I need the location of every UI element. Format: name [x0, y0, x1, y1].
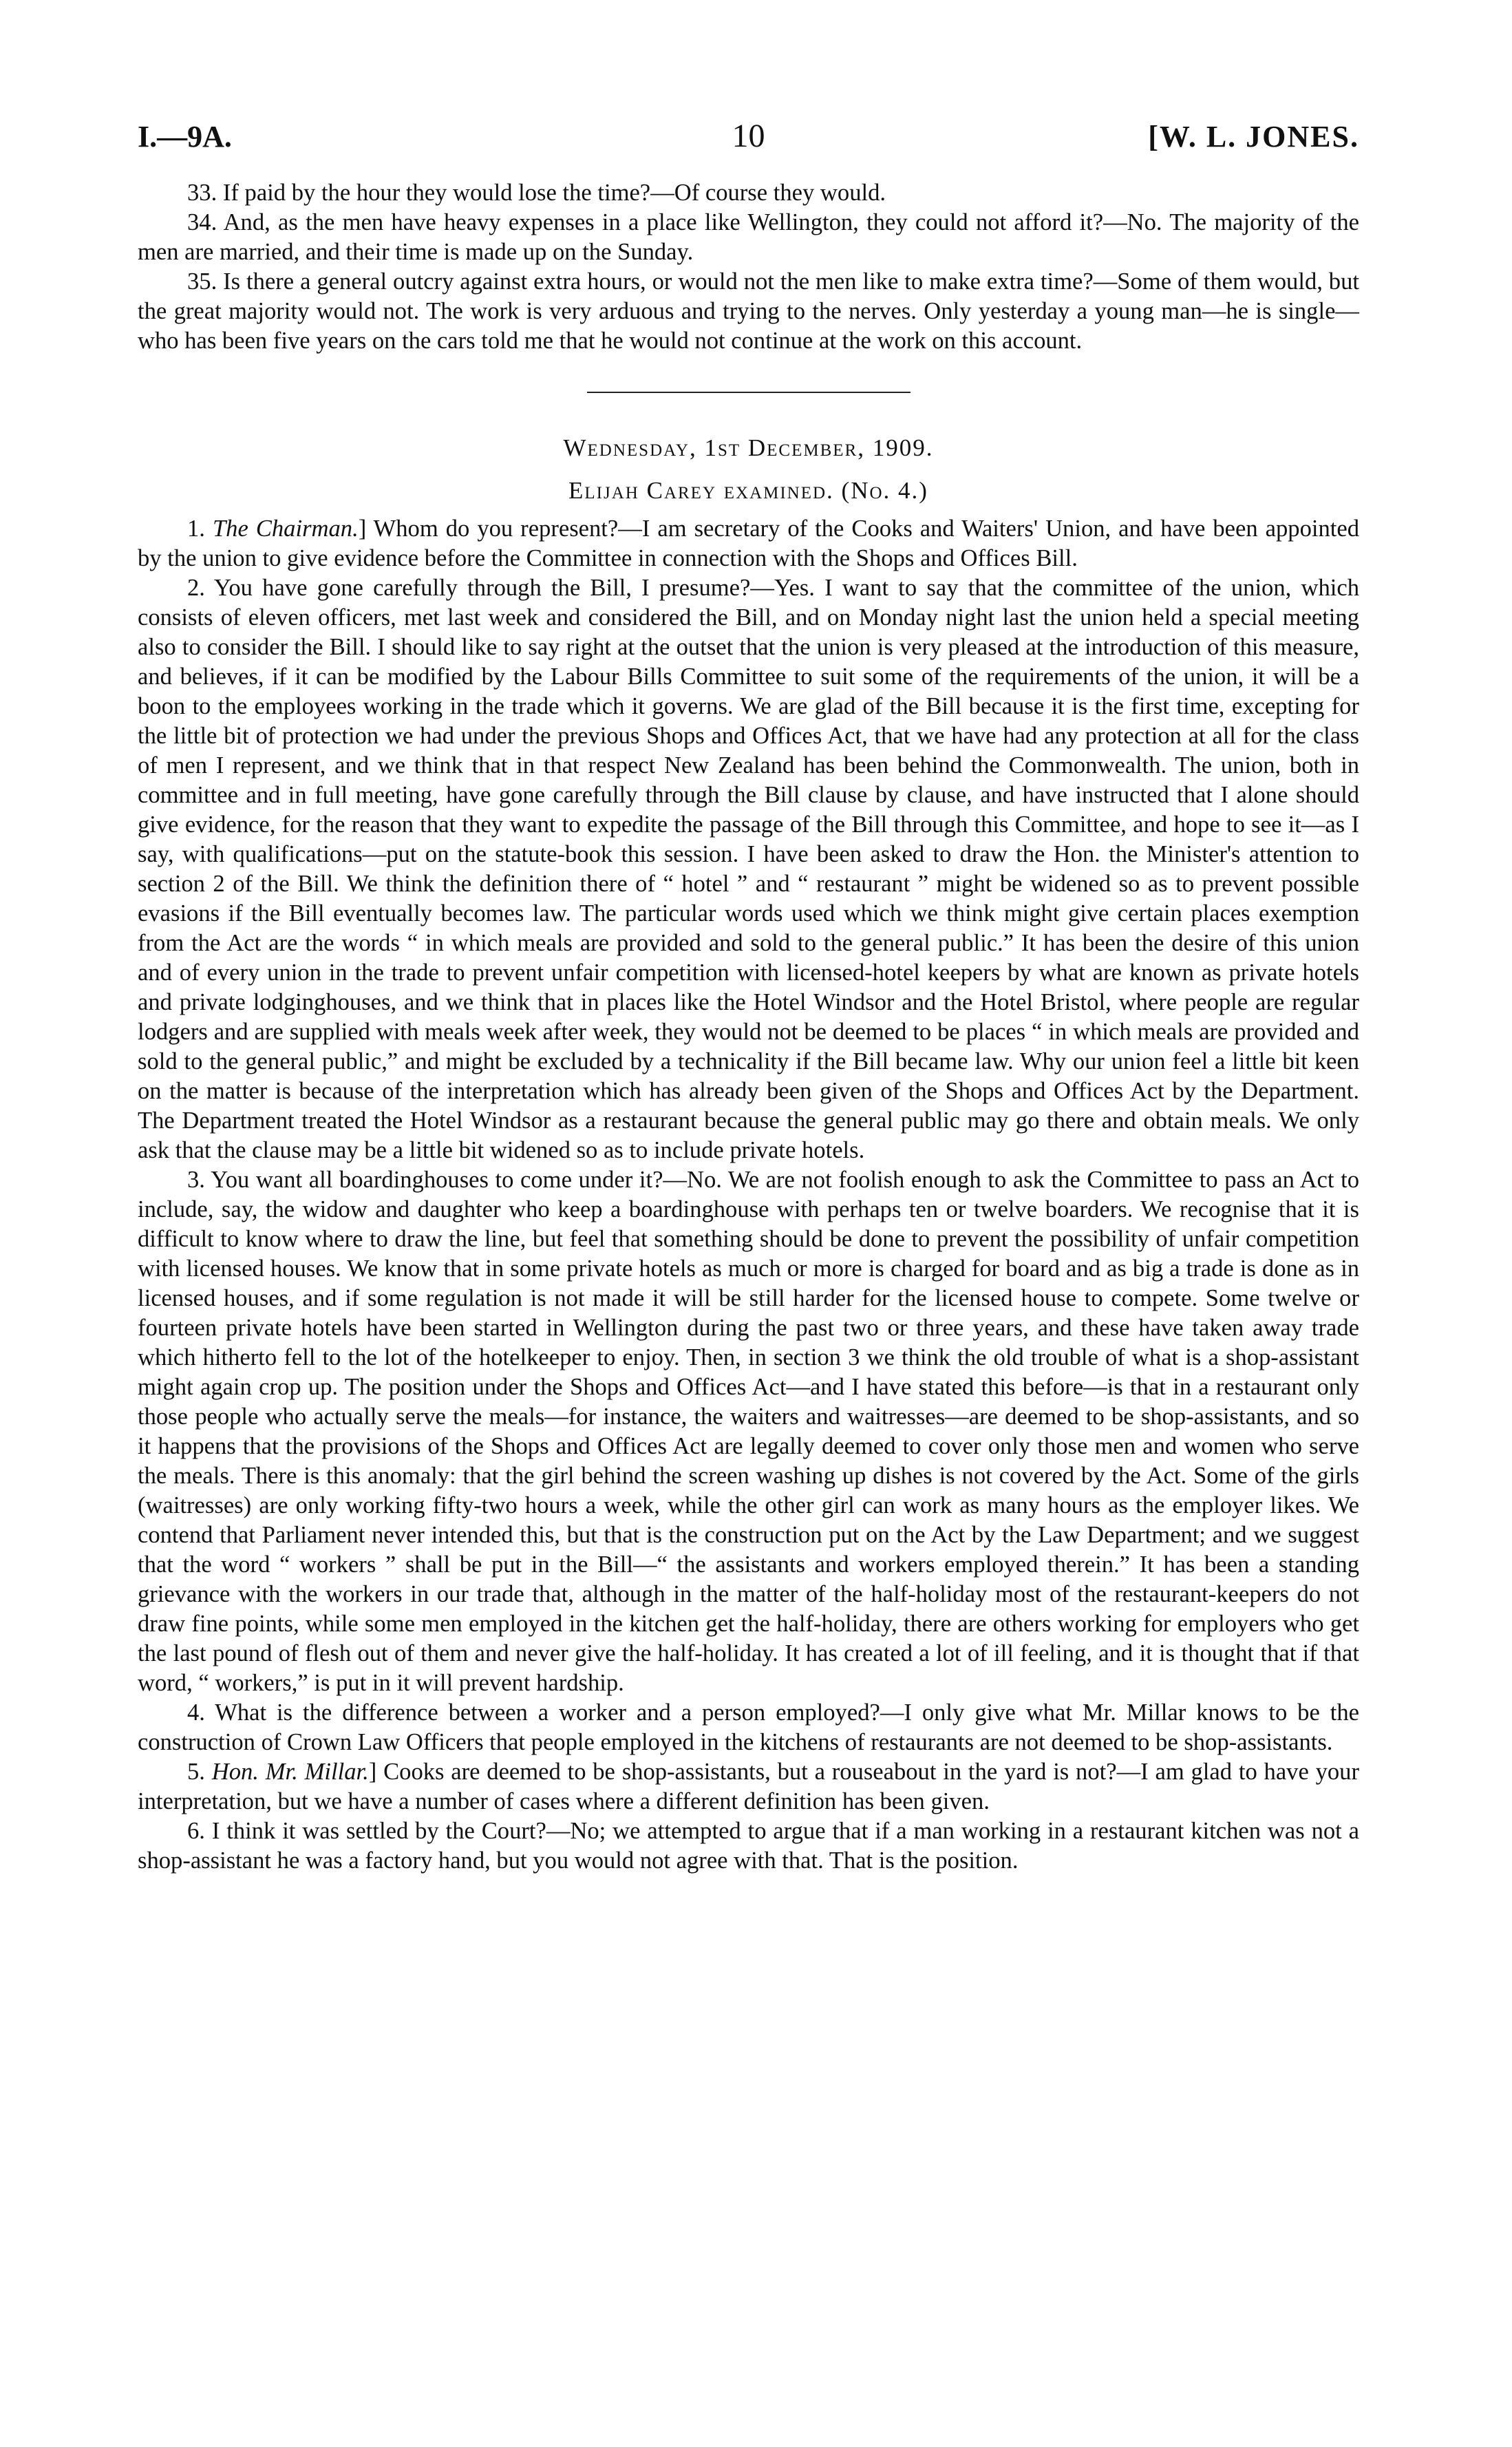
paragraph-q5 — [138, 1757, 1359, 1816]
speaker-name: The Chairman. — [212, 516, 359, 542]
witness-heading: Elijah Carey examined. (No. 4.) — [568, 477, 928, 504]
question-text: ] Cooks are deemed to be shop-assistants, but a rouseabout in the yard is not?—I am glad to have your interpretation, but we have a number of cases where a different definition has been given. — [138, 1759, 1359, 1814]
page-number: 10 — [732, 118, 765, 154]
witness-running-head: [W. L. JONES. — [1148, 120, 1359, 153]
paragraph-q3: 3. You want all boardinghouses to come under it?—No. We are not foolish enough to ask the Committee to pass an Act to include, say, the widow and daughter who keep a boardinghouse with perhaps ten or twelve boarders. We recognise that it is difficult to know where to draw the line, but feel that something should be done to prevent the possibility of unfair competition with licensed houses. We know that in some private hotels as much or more is charged for board and as big a trade is done as in licensed houses, and if some regulation is not made it will be still harder for the licensed house to compete. Some twelve or fourteen private hotels have been started in Wellington during the past two or three years, and these have taken away trade which hitherto fell to the lot of the hotelkeeper to enjoy. Then, in section 3 we think the old trouble of what is a shop-assistant might again crop up. The position under the Shops and Offices Act—and I have stated this before—is that in a restaurant only those people who actually serve the meals—for instance, the waiters and waitresses—are deemed to be shop-assistants, and so it happens that the provisions of the Shops and Offices Act are legally deemed to cover only those men and women who serve the meals. There is this anomaly: that the girl behind the screen washing up dishes is not covered by the Act. Some of the girls (waitresses) are only working fifty-two hours a week, while the other girl can work as many hours as the employer likes. We contend that Parliament never intended this, but that is the construction put on the Act by the Law Department; and we suggest that the word “ workers ” shall be put in the Bill—“ the assistants and workers employed therein.” It has been a standing grievance with the workers in our trade that, although in the matter of the half-holiday most of the restaurant-keepers do not draw fine points, while some men employed in the kitchen get the half-holiday, there are others working for employers who get the last pound of flesh out of them and never give the half-holiday. It has created a lot of ill feeling, and it is thought that if that word, “ workers,” is put in it will prevent hardship. — [138, 1167, 1359, 1696]
paragraph-q2: 2. You have gone carefully through the Bill, I presume?—Yes. I want to say that the committee of the union, which consists of eleven officers, met last week and considered the Bill, and on Monday night last the union held a special meeting also to consider the Bill. I should like to say right at the outset that the union is very pleased at the introduction of this measure, and believes, if it can be modified by the Labour Bills Committee to suit some of the requirements of the union, it will be a boon to the employees working in the trade which it governs. We are glad of the Bill because it is the first time, excepting for the little bit of protection we had under the previous Shops and Offices Act, that we have had any protection at all for the class of men I represent, and we think that in that respect New Zealand has been behind the Commonwealth. The union, both in committee and in full meeting, have gone carefully through the Bill clause by clause, and have instructed that I alone should give evidence, for the reason that they want to expedite the passage of the Bill through this Committee, and hope to see it—as I say, with qualifications—put on the statute-book this session. I have been asked to draw the Hon. the Minister's attention to section 2 of the Bill. We think the definition there of “ hotel ” and “ restaurant ” might be widened so as to prevent possible evasions if the Bill eventually becomes law. The particular words used which we think might give certain places exemption from the Act are the words “ in which meals are provided and sold to the general public.” It has been the desire of this union and of every union in the trade to prevent unfair competition with licensed-hotel keepers by what are known as private hotels and private lodginghouses, and we think that in places like the Hotel Windsor and the Hotel Bristol, where people are regular lodgers and are supplied with meals week after week, they would not be deemed to be places “ in which meals are provided and sold to the general public,” and might be excluded by a technicality if the Bill became law. Why our union feel a little bit keen on the matter is because of the interpretation which has already been given of the Shops and Offices Act by the Department. The Department treated the Hotel Windsor as a restaurant because the general public may go there and obtain meals. We only ask that the clause may be a little bit widened so as to include private hotels. — [138, 575, 1359, 1163]
page-header — [138, 117, 1359, 155]
paragraph-q6: 6. I think it was settled by the Court?—No; we attempted to argue that if a man working in a restaurant kitchen was not a shop-assistant he was a factory hand, but you would not agree with that. That is the position. — [138, 1818, 1359, 1874]
paragraph-q1 — [138, 514, 1359, 573]
paragraph-q34: 34. And, as the men have heavy expenses in a place like Wellington, they could not afford it?—No. The majority of the men are married, and their time is made up on the Sunday. — [138, 209, 1359, 265]
question-text: ] Whom do you represent?—I am secretary of the Cooks and Waiters' Union, and have been appointed by the union to give evidence before the Committee in connection with the Shops and Offices Bill. — [138, 516, 1359, 571]
document-page — [138, 117, 1359, 1876]
session-date-heading: Wednesday, 1st December, 1909. — [563, 434, 934, 461]
paragraph-q33: 33. If paid by the hour they would lose the time?—Of course they would. — [187, 180, 886, 206]
section-divider — [587, 392, 911, 393]
question-number: 5. — [187, 1759, 205, 1785]
speaker-name: Hon. Mr. Millar. — [211, 1759, 369, 1785]
paragraph-q4: 4. What is the difference between a worker and a person employed?—I only give what Mr. Millar knows to be the construction of Crown Law Officers that people employed in the kitchens of restaurants are not deemed to be shop-assistants. — [138, 1699, 1359, 1755]
parliamentary-paper-ref: I.—9A. — [138, 120, 232, 153]
paragraph-q35: 35. Is there a general outcry against extra hours, or would not the men like to make extra time?—Some of them would, but the great majority would not. The work is very arduous and trying to the nerves. Only yesterday a young man—he is single—who has been five years on the cars told me that he would not continue at the work on this account. — [138, 268, 1359, 354]
question-number: 1. — [187, 516, 205, 542]
